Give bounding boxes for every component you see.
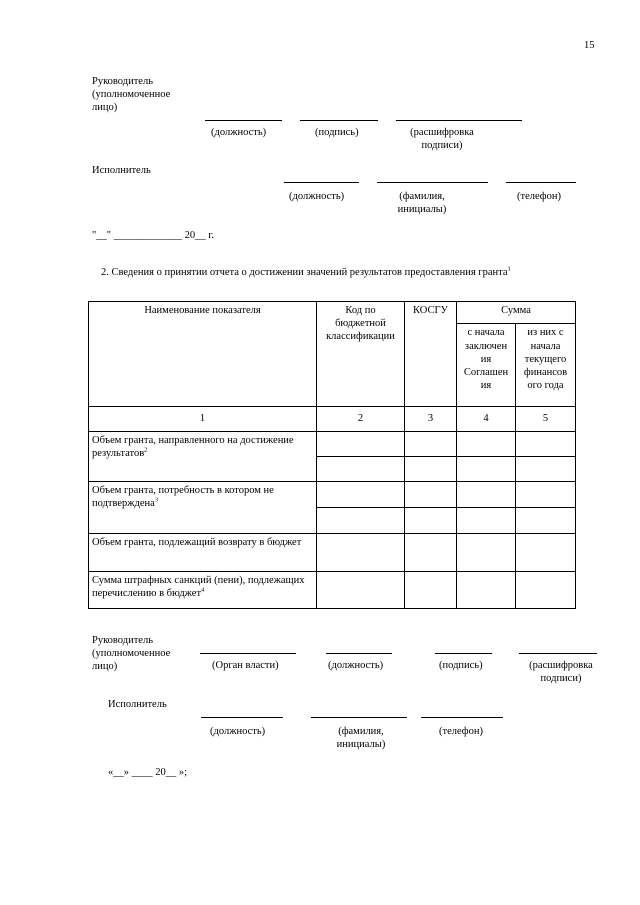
column-number: 2 bbox=[317, 407, 405, 432]
table-row bbox=[89, 482, 576, 508]
column-number: 3 bbox=[405, 407, 457, 432]
signature-line-signature[interactable] bbox=[300, 120, 378, 121]
signature2-line-decoding[interactable] bbox=[519, 653, 597, 654]
executor-line-position[interactable] bbox=[284, 182, 359, 183]
signature2-line-authority[interactable] bbox=[200, 653, 296, 654]
caption2-decoding: (расшифровка подписи) bbox=[529, 660, 593, 685]
signature2-line-position[interactable] bbox=[326, 653, 392, 654]
date-line-2: «__» ____ 20__ »; bbox=[108, 767, 188, 778]
cell-input[interactable] bbox=[405, 508, 457, 534]
cell-input[interactable] bbox=[457, 457, 516, 482]
signature2-line-signature[interactable] bbox=[435, 653, 492, 654]
head-label: Руководитель (уполномоченное лицо) bbox=[92, 76, 171, 114]
executor-line-name[interactable] bbox=[377, 182, 488, 183]
table-row bbox=[89, 572, 576, 609]
executor2-line-phone[interactable] bbox=[421, 717, 503, 718]
cell-input[interactable] bbox=[317, 432, 405, 457]
cell-input[interactable] bbox=[317, 457, 405, 482]
caption2-executor-phone: (телефон) bbox=[439, 726, 483, 737]
cell-input[interactable] bbox=[317, 572, 405, 609]
cell-input[interactable] bbox=[405, 482, 457, 508]
head-label-2: Руководитель (уполномоченное лицо) bbox=[92, 635, 171, 673]
cell-input[interactable] bbox=[516, 508, 576, 534]
cell-input[interactable] bbox=[405, 572, 457, 609]
caption2-signature: (подпись) bbox=[439, 660, 483, 671]
caption2-executor-name: (фамилия, инициалы) bbox=[336, 726, 386, 751]
header-kosgu: КОСГУ bbox=[405, 302, 457, 407]
caption-executor-name: (фамилия, инициалы) bbox=[397, 191, 447, 216]
executor2-label: Исполнитель bbox=[108, 699, 167, 710]
row-label-refund: Объем гранта, подлежащий возврату в бюджет bbox=[89, 534, 317, 572]
cell-input[interactable] bbox=[516, 572, 576, 609]
executor2-line-position[interactable] bbox=[201, 717, 283, 718]
cell-input[interactable] bbox=[317, 508, 405, 534]
signature-line-decoding[interactable] bbox=[396, 120, 522, 121]
report-table bbox=[88, 301, 576, 609]
cell-input[interactable] bbox=[457, 482, 516, 508]
cell-input[interactable] bbox=[516, 432, 576, 457]
page-number: 15 bbox=[584, 40, 595, 51]
column-number: 4 bbox=[457, 407, 516, 432]
column-number-row bbox=[89, 407, 576, 432]
caption2-authority: (Орган власти) bbox=[212, 660, 279, 671]
cell-input[interactable] bbox=[516, 457, 576, 482]
header-budget-code: Код по бюджетной классификации bbox=[317, 302, 405, 407]
cell-input[interactable] bbox=[457, 534, 516, 572]
caption-signature: (подпись) bbox=[315, 127, 359, 138]
row-label-directed: Объем гранта, направленного на достижение результатов$^2$ bbox=[89, 432, 317, 482]
cell-input[interactable] bbox=[457, 432, 516, 457]
column-number: 1 bbox=[89, 407, 317, 432]
table-row bbox=[89, 432, 576, 457]
executor2-line-name[interactable] bbox=[311, 717, 407, 718]
header-indicator: Наименование показателя bbox=[89, 302, 317, 407]
row-label-penalties: Сумма штрафных санкций (пени), подлежащих перечислению в бюджет$^4$ bbox=[89, 572, 317, 609]
header-sum: Сумма bbox=[457, 302, 576, 324]
caption2-executor-position: (должность) bbox=[210, 726, 266, 737]
cell-input[interactable] bbox=[405, 432, 457, 457]
caption2-position: (должность) bbox=[328, 660, 384, 671]
caption-executor-position: (должность) bbox=[289, 191, 345, 202]
table-row bbox=[89, 534, 576, 572]
cell-input[interactable] bbox=[457, 508, 516, 534]
cell-input[interactable] bbox=[516, 534, 576, 572]
section-title: 2. Сведения о принятии отчета о достижении значений результатов предоставления гранта$^1$ bbox=[101, 265, 511, 278]
caption-executor-phone: (телефон) bbox=[517, 191, 561, 202]
cell-input[interactable] bbox=[516, 482, 576, 508]
cell-input[interactable] bbox=[457, 572, 516, 609]
cell-input[interactable] bbox=[405, 534, 457, 572]
signature-line-position[interactable] bbox=[205, 120, 282, 121]
cell-input[interactable] bbox=[405, 457, 457, 482]
row-label-unconfirmed: Объем гранта, потребность в котором не подтверждена$^3$ bbox=[89, 482, 317, 534]
executor-label: Исполнитель bbox=[92, 165, 151, 176]
executor-line-phone[interactable] bbox=[506, 182, 576, 183]
caption-decoding: (расшифровка подписи) bbox=[410, 127, 474, 152]
caption-position: (должность) bbox=[211, 127, 267, 138]
header-sum-current-year: из них с начала текущего финансов ого года bbox=[516, 324, 576, 407]
column-number: 5 bbox=[516, 407, 576, 432]
cell-input[interactable] bbox=[317, 482, 405, 508]
cell-input[interactable] bbox=[317, 534, 405, 572]
header-sum-from-start: с начала заключен ия Соглашен ия bbox=[457, 324, 516, 407]
date-line: "__" _____________ 20__ г. bbox=[92, 230, 214, 241]
